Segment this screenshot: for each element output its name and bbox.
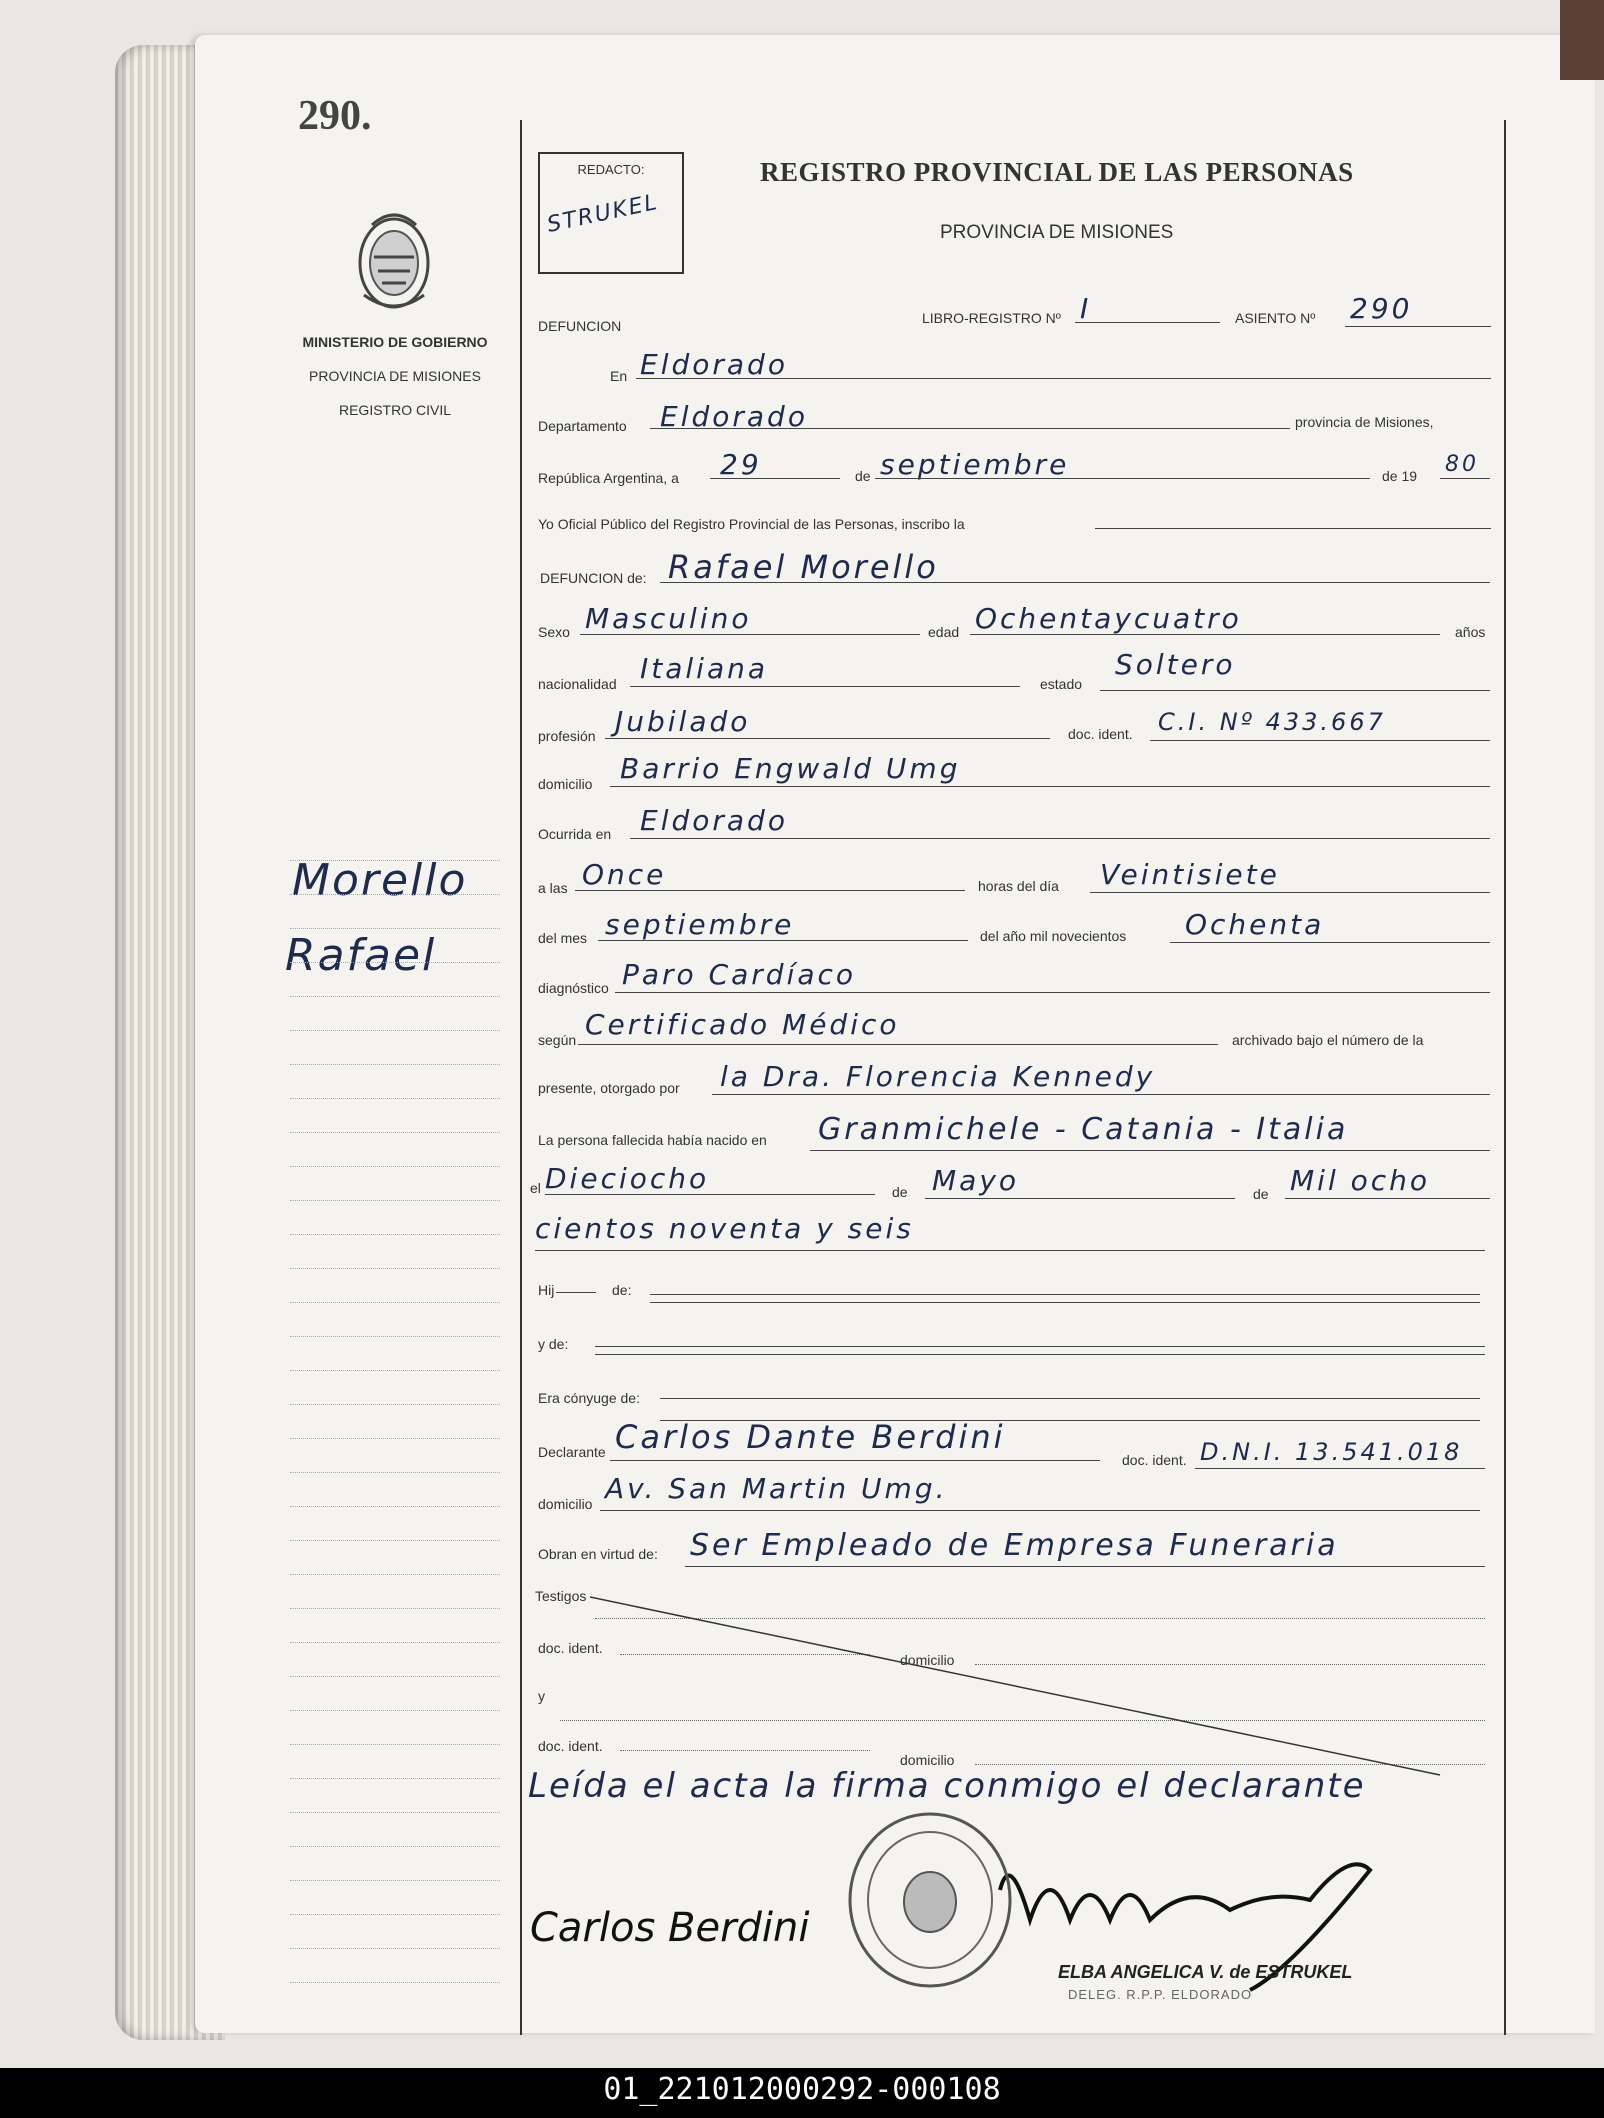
provincial-coat-of-arms-icon: [352, 205, 436, 315]
margin-ruled-line: [290, 1982, 500, 1983]
fecha-year: 80: [1445, 452, 1479, 477]
testigos-strike-line: [590, 1595, 1490, 1785]
declarante-label: Declarante: [538, 1444, 606, 1460]
registry-subtitle: PROVINCIA DE MISIONES: [940, 222, 1174, 243]
profesion-value: Jubilado: [615, 705, 751, 738]
edad-label: edad: [928, 624, 960, 640]
presente-value: la Dra. Florencia Kennedy: [720, 1060, 1156, 1093]
ministry-registry: REGISTRO CIVIL: [338, 402, 452, 418]
official-stamp-name: ELBA ANGELICA V. de ESTRUKEL: [1058, 1962, 1353, 1982]
declarante-doc-label: doc. ident.: [1122, 1452, 1187, 1468]
declarante-domicilio-value: Av. San Martin Umg.: [605, 1472, 948, 1505]
nacionalidad-label: nacionalidad: [538, 676, 617, 692]
margin-ruled-line: [290, 1846, 500, 1847]
conyuge-label: Era cónyuge de:: [538, 1390, 640, 1406]
departamento-value: Eldorado: [660, 400, 808, 433]
domicilio-label: domicilio: [538, 776, 593, 792]
page-number: 290.: [298, 93, 372, 139]
horas-value: Veintisiete: [1100, 858, 1280, 891]
margin-ruled-line: [290, 1744, 500, 1745]
testigo1-domicilio-label: domicilio: [900, 1652, 955, 1668]
anos-label: años: [1455, 624, 1486, 640]
scan-identifier: 01_221012000292-000108: [603, 2072, 1001, 2107]
margin-ruled-line: [290, 1948, 500, 1949]
margin-ruled-line: [290, 1200, 500, 1201]
margin-ruled-line: [290, 1064, 500, 1065]
yde-label: y de:: [538, 1336, 569, 1352]
horas-label: horas del día: [978, 878, 1059, 894]
fecha-de-label: de: [855, 468, 871, 484]
obran-label: Obran en virtud de:: [538, 1546, 658, 1562]
margin-ruled-line: [290, 1370, 500, 1371]
defuncion-de-value: Rafael Morello: [668, 548, 939, 586]
nacionalidad-value: Italiana: [640, 652, 769, 685]
testigo2-doc-label: doc. ident.: [538, 1738, 603, 1754]
margin-ruled-line: [290, 1506, 500, 1507]
margin-ruled-line: [290, 860, 500, 861]
ministry-name: MINISTERIO DE GOBIERNO: [302, 334, 488, 350]
margin-ruled-line: [290, 1574, 500, 1575]
segun-label: según: [538, 1032, 577, 1048]
estado-label: estado: [1040, 676, 1083, 692]
ocurrida-label: Ocurrida en: [538, 826, 612, 842]
ministry-province: PROVINCIA DE MISIONES: [309, 368, 481, 384]
ocurrida-value: Eldorado: [640, 804, 788, 837]
doc-ident-label: doc. ident.: [1068, 726, 1133, 742]
margin-ruled-line: [290, 962, 500, 963]
fecha-dia: 29: [720, 448, 762, 481]
testigo-y-label: y: [538, 1688, 545, 1704]
delmes-label: del mes: [538, 930, 588, 946]
margin-ruled-line: [290, 1914, 500, 1915]
testigo2-domicilio-label: domicilio: [900, 1752, 955, 1768]
archivado-label: archivado bajo el número de la: [1232, 1032, 1424, 1048]
diagnostico-value: Paro Cardíaco: [622, 958, 857, 991]
hij-de-label: de:: [612, 1282, 632, 1298]
nacido-value: Granmichele - Catania - Italia: [818, 1112, 1349, 1147]
closing-text: Leída el acta la firma conmigo el declarante: [528, 1766, 1366, 1806]
margin-ruled-line: [290, 1098, 500, 1099]
el-label: el: [530, 1180, 541, 1196]
libro-value: I: [1080, 292, 1092, 325]
margin-ruled-line: [290, 1710, 500, 1711]
nacido-label: La persona fallecida había nacido en: [538, 1132, 767, 1148]
defuncion-de-label: DEFUNCION de:: [540, 570, 647, 586]
margin-note-surname: Morello: [292, 855, 468, 906]
fecha-year-label: de 19: [1382, 468, 1418, 484]
margin-ruled-line: [290, 1166, 500, 1167]
margin-ruled-line: [290, 1438, 500, 1439]
redacto-box: [538, 152, 684, 274]
asiento-value: 290: [1350, 292, 1413, 325]
edad-value: Ochentaycuatro: [975, 602, 1242, 635]
doc-ident-value: C.I. Nº 433.667: [1158, 708, 1386, 736]
registry-seal-stamp: [845, 1810, 1015, 1990]
segun-value: Certificado Médico: [585, 1008, 900, 1041]
nacimiento-de2-label: de: [1253, 1186, 1269, 1202]
libro-label: LIBRO-REGISTRO Nº: [922, 310, 1061, 326]
declarante-doc-value: D.N.I. 13.541.018: [1200, 1438, 1463, 1466]
nacimiento-de-label: de: [892, 1184, 908, 1200]
diagnostico-label: diagnóstico: [538, 980, 609, 996]
departamento-label: Departamento: [538, 418, 627, 434]
sexo-value: Masculino: [585, 602, 752, 635]
margin-ruled-line: [290, 1676, 500, 1677]
margin-ruled-line: [290, 1608, 500, 1609]
declarante-signature: Carlos Berdini: [530, 1905, 810, 1951]
sexo-label: Sexo: [538, 624, 570, 640]
delano-label: del año mil novecientos: [980, 928, 1127, 944]
declarante-domicilio-label: domicilio: [538, 1496, 593, 1512]
margin-ruled-line: [290, 1234, 500, 1235]
profesion-label: profesión: [538, 728, 596, 744]
domicilio-value: Barrio Engwald Umg: [620, 752, 961, 785]
oficial-text: Yo Oficial Público del Registro Provincial de las Personas, inscribo la: [538, 516, 965, 532]
margin-ruled-line: [290, 1880, 500, 1881]
margin-ruled-line: [290, 1404, 500, 1405]
margin-ruled-line: [290, 928, 500, 929]
presente-label: presente, otorgado por: [538, 1080, 680, 1096]
en-value: Eldorado: [640, 348, 788, 381]
testigo1-doc-label: doc. ident.: [538, 1640, 603, 1656]
margin-ruled-line: [290, 1302, 500, 1303]
asiento-label: ASIENTO Nº: [1235, 310, 1316, 326]
margin-ruled-line: [290, 1472, 500, 1473]
en-label: En: [610, 368, 628, 384]
testigos-label: Testigos: [535, 1588, 587, 1604]
margin-ruled-line: [290, 1642, 500, 1643]
defuncion-heading: DEFUNCION: [538, 318, 622, 334]
margin-ruled-line: [290, 996, 500, 997]
book-cover-corner: [1560, 0, 1604, 80]
declarante-value: Carlos Dante Berdini: [615, 1418, 1006, 1456]
provincia-suffix: provincia de Misiones,: [1295, 414, 1434, 430]
republica-label: República Argentina, a: [538, 470, 679, 486]
estado-value: Soltero: [1115, 648, 1236, 681]
nacimiento-ano: Mil ocho: [1290, 1164, 1431, 1197]
delmes-value: septiembre: [605, 908, 795, 941]
margin-ruled-line: [290, 1132, 500, 1133]
obran-value: Ser Empleado de Empresa Funeraria: [690, 1528, 1339, 1563]
hij-label: Hij: [538, 1282, 555, 1298]
redacto-value: STRUKEL: [544, 189, 661, 238]
redacto-label: REDACTO:: [577, 162, 645, 177]
margin-note-firstname: Rafael: [285, 930, 437, 981]
margin-ruled-line: [290, 1778, 500, 1779]
official-stamp-title: DELEG. R.P.P. ELDORADO: [1068, 1987, 1253, 2002]
registry-title: REGISTRO PROVINCIAL DE LAS PERSONAS: [760, 157, 1354, 187]
margin-ruled-line: [290, 1030, 500, 1031]
delano-value: Ochenta: [1185, 908, 1325, 941]
margin-ruled-line: [290, 1336, 500, 1337]
margin-ruled-line: [290, 894, 500, 895]
margin-ruled-line: [290, 1540, 500, 1541]
alas-value: Once: [582, 858, 667, 891]
nacimiento-ano-cont: cientos noventa y seis: [535, 1212, 914, 1245]
fecha-mes: septiembre: [880, 448, 1070, 481]
nacimiento-dia: Dieciocho: [545, 1162, 710, 1195]
nacimiento-mes: Mayo: [932, 1164, 1020, 1197]
margin-ruled-line: [290, 1812, 500, 1813]
alas-label: a las: [538, 880, 568, 896]
margin-ruled-line: [290, 1268, 500, 1269]
